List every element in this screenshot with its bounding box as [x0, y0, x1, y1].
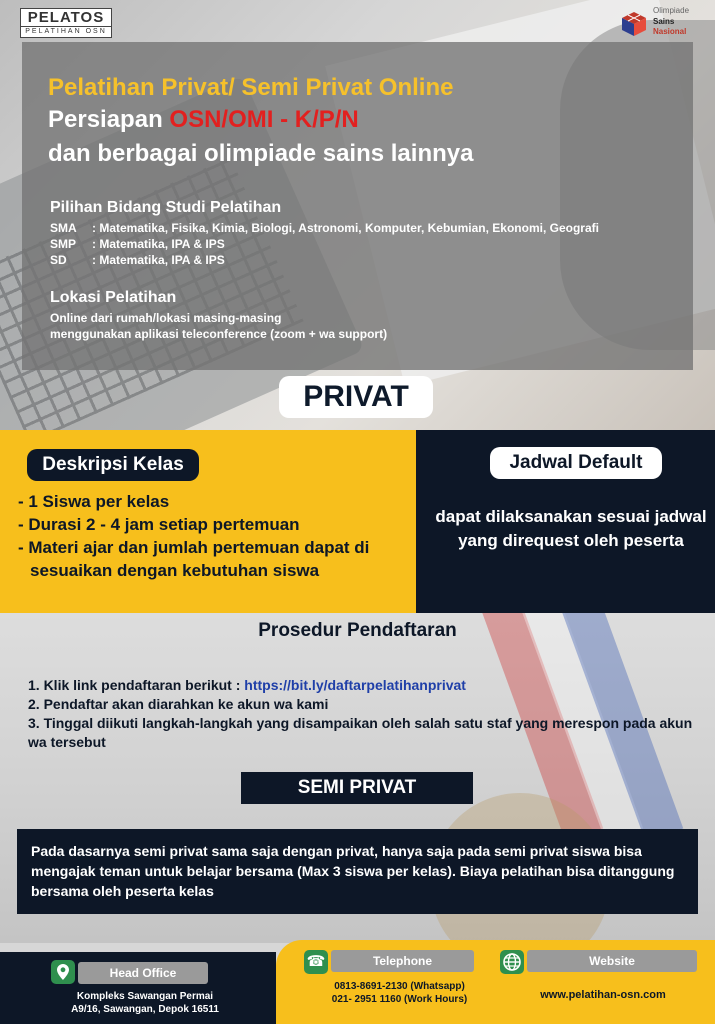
- procedure-step: 3. Tinggal diikuti langkah-langkah yang disampaikan oleh salah satu staf yang merespon pada akun wa tersebut: [28, 715, 693, 750]
- subjects-title: Pilihan Bidang Studi Pelatihan: [50, 199, 282, 216]
- list-item: - Durasi 2 - 4 jam setiap pertemuan: [18, 515, 300, 534]
- location-text: [50, 310, 387, 342]
- pelatos-logo: [20, 8, 112, 38]
- logo-right-line3: Nasional: [653, 27, 687, 36]
- website-label: Website: [527, 950, 697, 972]
- procedure-step: [28, 676, 698, 695]
- logo-sub-text: PELATIHAN OSN: [21, 26, 111, 37]
- registration-link[interactable]: https://bit.ly/daftarpelatihanprivat: [244, 677, 466, 693]
- location-line: Online dari rumah/lokasi masing-masing: [50, 311, 282, 325]
- procedure-steps: [28, 676, 698, 752]
- class-description-list: [18, 490, 418, 582]
- semi-privat-label: SEMI PRIVAT: [241, 772, 473, 804]
- telephone-label: Telephone: [331, 950, 474, 972]
- website-url[interactable]: www.pelatihan-osn.com: [540, 989, 666, 1001]
- location-line: menggunakan aplikasi teleconference (zoom + wa support): [50, 327, 388, 341]
- head-office-label: Head Office: [78, 962, 208, 984]
- logo-right-line1: Olimpiade: [653, 6, 690, 15]
- subject-level: SMA: [50, 221, 77, 235]
- procedure-title: Prosedur Pendaftaran: [258, 620, 457, 641]
- footer-office: [0, 952, 276, 1024]
- privat-label: PRIVAT: [279, 376, 433, 418]
- subject-text: : Matematika, Fisika, Kimia, Biologi, Astronomi, Komputer, Kebumian, Ekonomi, Geografi: [92, 221, 599, 235]
- procedure-step: 2. Pendaftar akan diarahkan ke akun wa kami: [28, 696, 329, 712]
- cube-logo-icon: [621, 11, 647, 37]
- office-address-line: A9/16, Sawangan, Depok 16511: [71, 1004, 219, 1015]
- default-schedule-title: Jadwal Default: [490, 447, 662, 479]
- hero-line2-highlight: OSN/OMI - K/P/N: [169, 106, 359, 133]
- subject-row: [50, 236, 599, 252]
- globe-icon: [500, 950, 524, 974]
- location-title: Lokasi Pelatihan: [50, 289, 177, 306]
- telephone-numbers: [302, 980, 497, 1006]
- subject-text: : Matematika, IPA & IPS: [92, 253, 225, 267]
- hero-line3: dan berbagai olimpiade sains lainnya: [48, 140, 474, 167]
- subject-text: : Matematika, IPA & IPS: [92, 237, 225, 251]
- class-description-title: Deskripsi Kelas: [27, 449, 199, 481]
- procedure-step-text: 1. Klik link pendaftaran berikut :: [28, 677, 245, 693]
- telephone-line[interactable]: 0813-8691-2130 (Whatsapp): [334, 981, 465, 992]
- office-address-line: Kompleks Sawangan Permai: [76, 991, 214, 1002]
- osn-logo: [621, 5, 701, 41]
- subject-level: SMP: [50, 237, 77, 251]
- semi-privat-description: Pada dasarnya semi privat sama saja dengan privat, hanya saja pada semi privat siswa bisa mengajak teman untuk belajar bersama (Max 3 siswa per kelas). Biaya pelatihan bisa ditanggung bersama oleh peserta kelas: [17, 829, 698, 914]
- default-schedule-text: dapat dilaksanakan sesuai jadwal yang direquest oleh peserta: [435, 507, 707, 550]
- hero-line2-prefix: Persiapan: [48, 106, 170, 133]
- office-address: [30, 990, 260, 1016]
- subject-row: [50, 220, 599, 236]
- hero-line1: Pelatihan Privat/ Semi Privat Online: [48, 74, 454, 101]
- subject-level: SD: [50, 253, 67, 267]
- footer-contact: [276, 940, 715, 1024]
- list-item: - Materi ajar dan jumlah pertemuan dapat di sesuaikan dengan kebutuhan siswa: [18, 538, 370, 580]
- hero-line2: [48, 106, 359, 134]
- telephone-line[interactable]: 021- 2951 1160 (Work Hours): [331, 994, 468, 1005]
- list-item: - 1 Siswa per kelas: [18, 492, 170, 511]
- telephone-icon: ☎: [304, 950, 328, 974]
- subjects-list: [50, 220, 599, 268]
- location-pin-icon: [51, 960, 75, 984]
- logo-right-line2: Sains: [653, 17, 675, 26]
- hero-section: [0, 0, 715, 430]
- logo-main-text: PELATOS: [27, 9, 105, 26]
- subject-row: [50, 252, 599, 268]
- hero-overlay: [22, 42, 693, 370]
